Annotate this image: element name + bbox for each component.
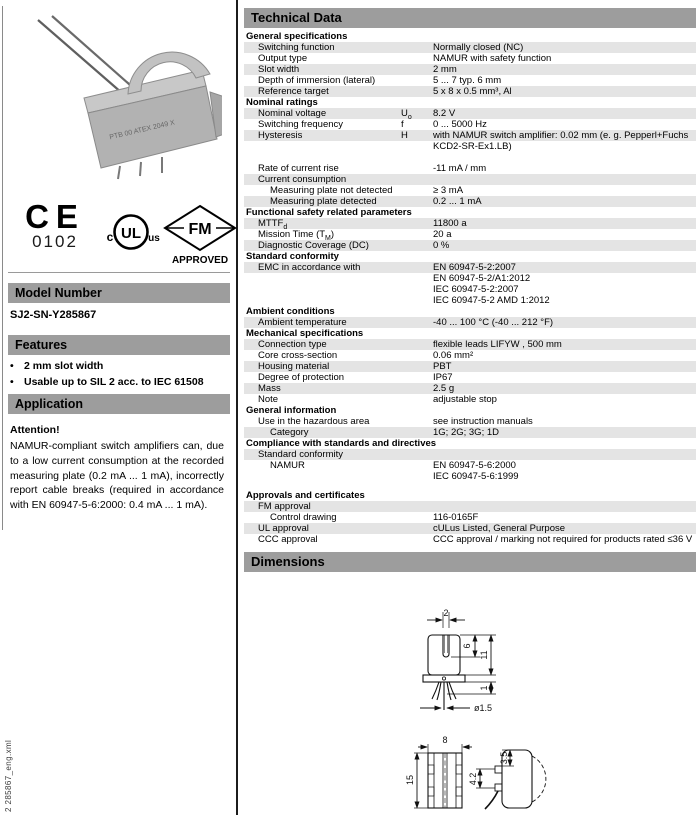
spec-symbol: f xyxy=(401,119,404,130)
spec-value xyxy=(433,174,696,185)
spec-value-extra: KCD2-SR-Ex1.LB) xyxy=(433,141,512,152)
spec-row xyxy=(244,512,696,523)
spec-row-line xyxy=(244,427,696,438)
technical-data-header xyxy=(244,8,696,28)
spec-row xyxy=(244,460,696,482)
spec-row-line xyxy=(244,372,696,383)
spec-row-line xyxy=(244,130,696,141)
spec-symbol xyxy=(401,501,433,512)
spec-symbol xyxy=(401,383,433,394)
feature-item xyxy=(10,358,226,374)
spec-section xyxy=(244,251,696,306)
spec-label: Nominal voltage xyxy=(258,108,327,119)
feature-text: 2 mm slot width xyxy=(24,360,104,372)
spec-value: 116-0165F xyxy=(433,512,479,523)
spec-value: 5 x 8 x 0.5 mm³, Al xyxy=(433,86,512,97)
spec-symbol xyxy=(401,339,433,350)
spec-label: Standard conformity xyxy=(258,449,344,460)
dimensions-section xyxy=(244,552,696,813)
spec-section xyxy=(244,31,696,97)
spec-value: 2 mm xyxy=(433,64,457,75)
spec-section-title: General specifications xyxy=(246,31,348,42)
spec-row-line xyxy=(244,196,696,207)
spec-label: Switching frequency xyxy=(258,119,344,130)
ul-center-text: UL xyxy=(121,225,141,242)
spec-value: 0 ... 5000 Hz xyxy=(433,119,487,130)
spec-label: Diagnostic Coverage (DC) xyxy=(258,240,369,251)
technical-data-table xyxy=(244,31,696,545)
spec-label: Control drawing xyxy=(270,512,337,523)
spec-row-line xyxy=(244,229,696,240)
wire-2 xyxy=(52,16,138,92)
spec-label: Hysteresis xyxy=(258,130,303,141)
application-body-text: NAMUR-compliant switch amplifiers can, due to a low current consumption at the recorded measuring plate (0.2 mA ... 1 mA), incorrectly report cable breaks (required in accordance with EN 60947-5-6:2000: 0.4 mA ... 1 mA). xyxy=(10,440,224,512)
spec-value: ≥ 3 mA xyxy=(433,185,464,196)
dim-base-height: 1 xyxy=(479,685,489,691)
ul-mark xyxy=(100,207,162,261)
spec-symbol xyxy=(401,64,433,75)
spec-value: 0.2 ... 1 mA xyxy=(433,196,482,207)
dim-offset: 3.5 xyxy=(499,751,509,765)
spec-row-line xyxy=(244,460,696,471)
spec-label: Switching function xyxy=(258,42,335,53)
spec-row-line xyxy=(244,449,696,460)
spec-row xyxy=(244,119,696,130)
application-attention-heading: Attention! xyxy=(10,424,60,436)
spec-row-line xyxy=(244,240,696,251)
spec-row xyxy=(244,427,696,438)
spec-row-line xyxy=(244,86,696,97)
side-view-drawing xyxy=(476,750,546,809)
spec-section xyxy=(244,490,696,545)
spec-value: 2.5 g xyxy=(433,383,455,394)
spec-row-line xyxy=(244,185,696,196)
spec-row xyxy=(244,339,696,350)
sensor-pin xyxy=(140,162,141,176)
spec-row xyxy=(244,229,696,240)
spec-value: 8.2 V xyxy=(433,108,456,119)
model-number-title: Model Number xyxy=(15,286,102,300)
spec-label: $MTTF_d$ xyxy=(258,218,288,229)
application-title: Application xyxy=(15,397,84,411)
spec-label: Depth of immersion (lateral) xyxy=(258,75,376,86)
front-view-drawing xyxy=(420,612,496,710)
spec-section-title: Ambient conditions xyxy=(246,306,335,317)
spec-label: NAMUR xyxy=(270,460,305,471)
spec-row xyxy=(244,416,696,427)
spec-row-line xyxy=(244,512,696,523)
spec-row xyxy=(244,75,696,86)
spec-value: CCC approval / marking not required for products rated ≤36 V xyxy=(433,534,693,545)
spec-symbol xyxy=(401,229,433,240)
spec-row xyxy=(244,42,696,53)
spec-row-line xyxy=(244,501,696,512)
spec-label: Mass xyxy=(258,383,281,394)
dimension-drawings xyxy=(244,598,696,813)
spec-symbol xyxy=(401,372,433,383)
spec-value-extra: IEC 60947-5-2:2007 xyxy=(433,284,519,295)
spec-label: Rate of current rise xyxy=(258,163,339,174)
spec-symbol xyxy=(401,86,433,97)
dim-slot-depth: 6 xyxy=(462,643,472,649)
spec-value: EN 60947-5-2:2007 xyxy=(433,262,516,273)
spec-value-extra: EN 60947-5-2/A1:2012 xyxy=(433,273,531,284)
dim-width: 8 xyxy=(442,735,448,745)
spec-row xyxy=(244,449,696,460)
spec-section xyxy=(244,306,696,328)
spec-value: -11 mA / mm xyxy=(433,163,487,174)
spec-symbol: H xyxy=(401,130,408,141)
features-header xyxy=(8,335,230,355)
spec-row-line xyxy=(244,339,696,350)
model-number-header xyxy=(8,283,230,303)
spec-symbol xyxy=(401,394,433,405)
spec-row-line xyxy=(244,53,696,64)
spec-row xyxy=(244,53,696,64)
spec-value: 0 % xyxy=(433,240,450,251)
spec-value: 0.06 mm² xyxy=(433,350,474,361)
spec-label: Slot width xyxy=(258,64,300,75)
product-marking-text: PTB 00 ATEX 2049 X xyxy=(108,119,176,142)
technical-data-column xyxy=(244,8,696,545)
spec-value-extra: IEC 60947-5-2 AMD 1:2012 xyxy=(433,295,550,306)
spec-spacer xyxy=(244,152,696,163)
dim-length: 15 xyxy=(405,774,415,786)
application-header xyxy=(8,394,230,414)
spec-row-line xyxy=(244,108,696,119)
spec-value: NAMUR with safety function xyxy=(433,53,552,64)
dim-slot-width: 2 xyxy=(443,608,449,618)
wire-1 xyxy=(38,20,130,100)
spec-label: Use in the hazardous area xyxy=(258,416,370,427)
spec-row-line xyxy=(244,523,696,534)
spec-value: flexible leads LIFYW , 500 mm xyxy=(433,339,562,350)
technical-data-title: Technical Data xyxy=(251,10,342,25)
spec-value: EN 60947-5-6:2000 xyxy=(433,460,516,471)
spec-symbol xyxy=(401,350,433,361)
spec-section xyxy=(244,97,696,207)
sensor-pin xyxy=(118,166,120,179)
spec-section-title: Functional safety related parameters xyxy=(246,207,412,218)
ul-c-text: c xyxy=(106,230,114,244)
spec-label: Output type xyxy=(258,53,308,64)
spec-label: Current consumption xyxy=(258,174,347,185)
spec-section-title: General information xyxy=(246,405,337,416)
spec-row-line xyxy=(244,416,696,427)
model-number-value: SJ2-SN-Y285867 xyxy=(10,309,97,321)
spec-value: 11800 a xyxy=(433,218,467,229)
spec-row xyxy=(244,317,696,328)
spec-value xyxy=(433,501,696,512)
spec-row xyxy=(244,185,696,196)
spec-row xyxy=(244,372,696,383)
spec-symbol xyxy=(401,42,433,53)
spec-row-line xyxy=(244,119,696,130)
spec-row xyxy=(244,163,696,174)
ce-notified-body-number: 0102 xyxy=(32,232,78,251)
spec-value: 1G; 2G; 3G; 1D xyxy=(433,427,499,438)
spec-row xyxy=(244,64,696,75)
spec-section-title: Compliance with standards and directives xyxy=(246,438,437,449)
dim-wire-diameter: ø1.5 xyxy=(474,703,493,713)
spec-row xyxy=(244,130,696,152)
spec-value: with NAMUR switch amplifier: 0.02 mm (e. g. Pepperl+Fuchs xyxy=(433,130,689,141)
spec-row xyxy=(244,383,696,394)
spec-section-title: Approvals and certificates xyxy=(246,490,365,501)
spec-symbol xyxy=(401,53,433,64)
spec-symbol xyxy=(401,240,433,251)
dim-pitch: 4.2 xyxy=(468,772,478,786)
feature-text: Usable up to SIL 2 acc. to IEC 61508 xyxy=(24,376,204,388)
spec-row xyxy=(244,174,696,185)
spec-label: Mission Time $(T_M)$ xyxy=(258,229,335,240)
spec-row-line xyxy=(244,361,696,372)
spec-row xyxy=(244,86,696,97)
spec-section xyxy=(244,207,696,251)
spec-symbol xyxy=(401,361,433,372)
spec-value: 20 a xyxy=(433,229,452,240)
spec-symbol xyxy=(401,218,433,229)
spec-label: EMC in accordance with xyxy=(258,262,361,273)
features-list xyxy=(10,358,226,390)
spec-row xyxy=(244,240,696,251)
spec-symbol xyxy=(401,460,433,471)
left-column-divider xyxy=(8,272,230,273)
spec-section xyxy=(244,438,696,482)
column-divider xyxy=(236,0,238,815)
spec-section xyxy=(244,328,696,405)
spec-row xyxy=(244,108,696,119)
dim-height: 11 xyxy=(479,650,489,660)
spec-symbol xyxy=(401,163,433,174)
spec-symbol xyxy=(401,174,433,185)
spec-row-line xyxy=(244,383,696,394)
spec-row-line xyxy=(244,64,696,75)
spec-value: adjustable stop xyxy=(433,394,497,405)
spec-symbol xyxy=(401,416,433,427)
spec-value-extra: IEC 60947-5-6:1999 xyxy=(433,471,519,482)
ce-mark xyxy=(18,198,92,251)
ul-us-text: us xyxy=(148,233,160,244)
spec-row-line xyxy=(244,350,696,361)
spec-value: cULus Listed, General Purpose xyxy=(433,523,566,534)
spec-row xyxy=(244,394,696,405)
spec-symbol xyxy=(401,75,433,86)
spec-label: Degree of protection xyxy=(258,372,345,383)
dimensions-title: Dimensions xyxy=(251,554,325,569)
fm-approved-mark xyxy=(162,203,238,267)
spec-row xyxy=(244,196,696,207)
spec-value: see instruction manuals xyxy=(433,416,533,427)
spec-label: Core cross-section xyxy=(258,350,338,361)
spec-row-line xyxy=(244,262,696,273)
spec-value: IP67 xyxy=(433,372,453,383)
spec-symbol xyxy=(401,512,433,523)
spec-label: Category xyxy=(270,427,309,438)
spec-row-line xyxy=(244,163,696,174)
spec-symbol xyxy=(401,317,433,328)
spec-row-line xyxy=(244,317,696,328)
features-title: Features xyxy=(15,338,68,352)
spec-row-line xyxy=(244,534,696,545)
spec-label: Note xyxy=(258,394,279,405)
top-view-drawing xyxy=(414,744,472,808)
spec-symbol xyxy=(401,185,433,196)
spec-symbol xyxy=(401,262,433,273)
spec-symbol xyxy=(401,523,433,534)
fm-approved-text: APPROVED xyxy=(171,255,229,266)
spec-value: 5 ... 7 typ. 6 mm xyxy=(433,75,502,86)
spec-row xyxy=(244,501,696,512)
spec-label: Ambient temperature xyxy=(258,317,347,328)
spec-symbol: $U_o$ xyxy=(401,108,412,121)
spec-label: Measuring plate not detected xyxy=(270,185,393,196)
spec-row-line xyxy=(244,42,696,53)
certification-logos xyxy=(10,198,230,269)
spec-row-line xyxy=(244,174,696,185)
spec-label: Reference target xyxy=(258,86,329,97)
spec-section-title: Standard conformity xyxy=(246,251,339,262)
spec-label: Measuring plate detected xyxy=(270,196,377,207)
spec-label: CCC approval xyxy=(258,534,318,545)
spec-value: PBT xyxy=(433,361,452,372)
spec-symbol xyxy=(401,196,433,207)
spec-row-line xyxy=(244,75,696,86)
spec-symbol xyxy=(401,427,433,438)
page-left-border xyxy=(2,6,3,530)
dimensions-header xyxy=(244,552,696,572)
feature-item xyxy=(10,374,226,390)
spec-value: -40 ... 100 °C (-40 ... 212 °F) xyxy=(433,317,554,328)
spec-section-title: Mechanical specifications xyxy=(246,328,364,339)
spec-row xyxy=(244,534,696,545)
fm-text: FM xyxy=(188,221,212,238)
spec-symbol xyxy=(401,449,433,460)
spec-row-line xyxy=(244,218,696,229)
spec-row xyxy=(244,523,696,534)
spec-value xyxy=(433,449,696,460)
bullet-icon: • xyxy=(10,376,14,388)
spec-label: Connection type xyxy=(258,339,327,350)
spec-value: Normally closed (NC) xyxy=(433,42,524,53)
spec-symbol xyxy=(401,534,433,545)
spec-row-line xyxy=(244,394,696,405)
product-photo xyxy=(10,6,222,192)
spec-row xyxy=(244,350,696,361)
spec-label: FM approval xyxy=(258,501,311,512)
bullet-icon: • xyxy=(10,360,14,372)
ce-letters: CE xyxy=(25,198,85,235)
spec-section xyxy=(244,405,696,438)
spec-row xyxy=(244,262,696,306)
spec-label: Housing material xyxy=(258,361,330,372)
spec-label: UL approval xyxy=(258,523,309,534)
spec-row xyxy=(244,218,696,229)
document-side-label: 2 285867_eng.xml xyxy=(4,739,13,812)
spec-section-title: Nominal ratings xyxy=(246,97,318,108)
spec-row xyxy=(244,361,696,372)
